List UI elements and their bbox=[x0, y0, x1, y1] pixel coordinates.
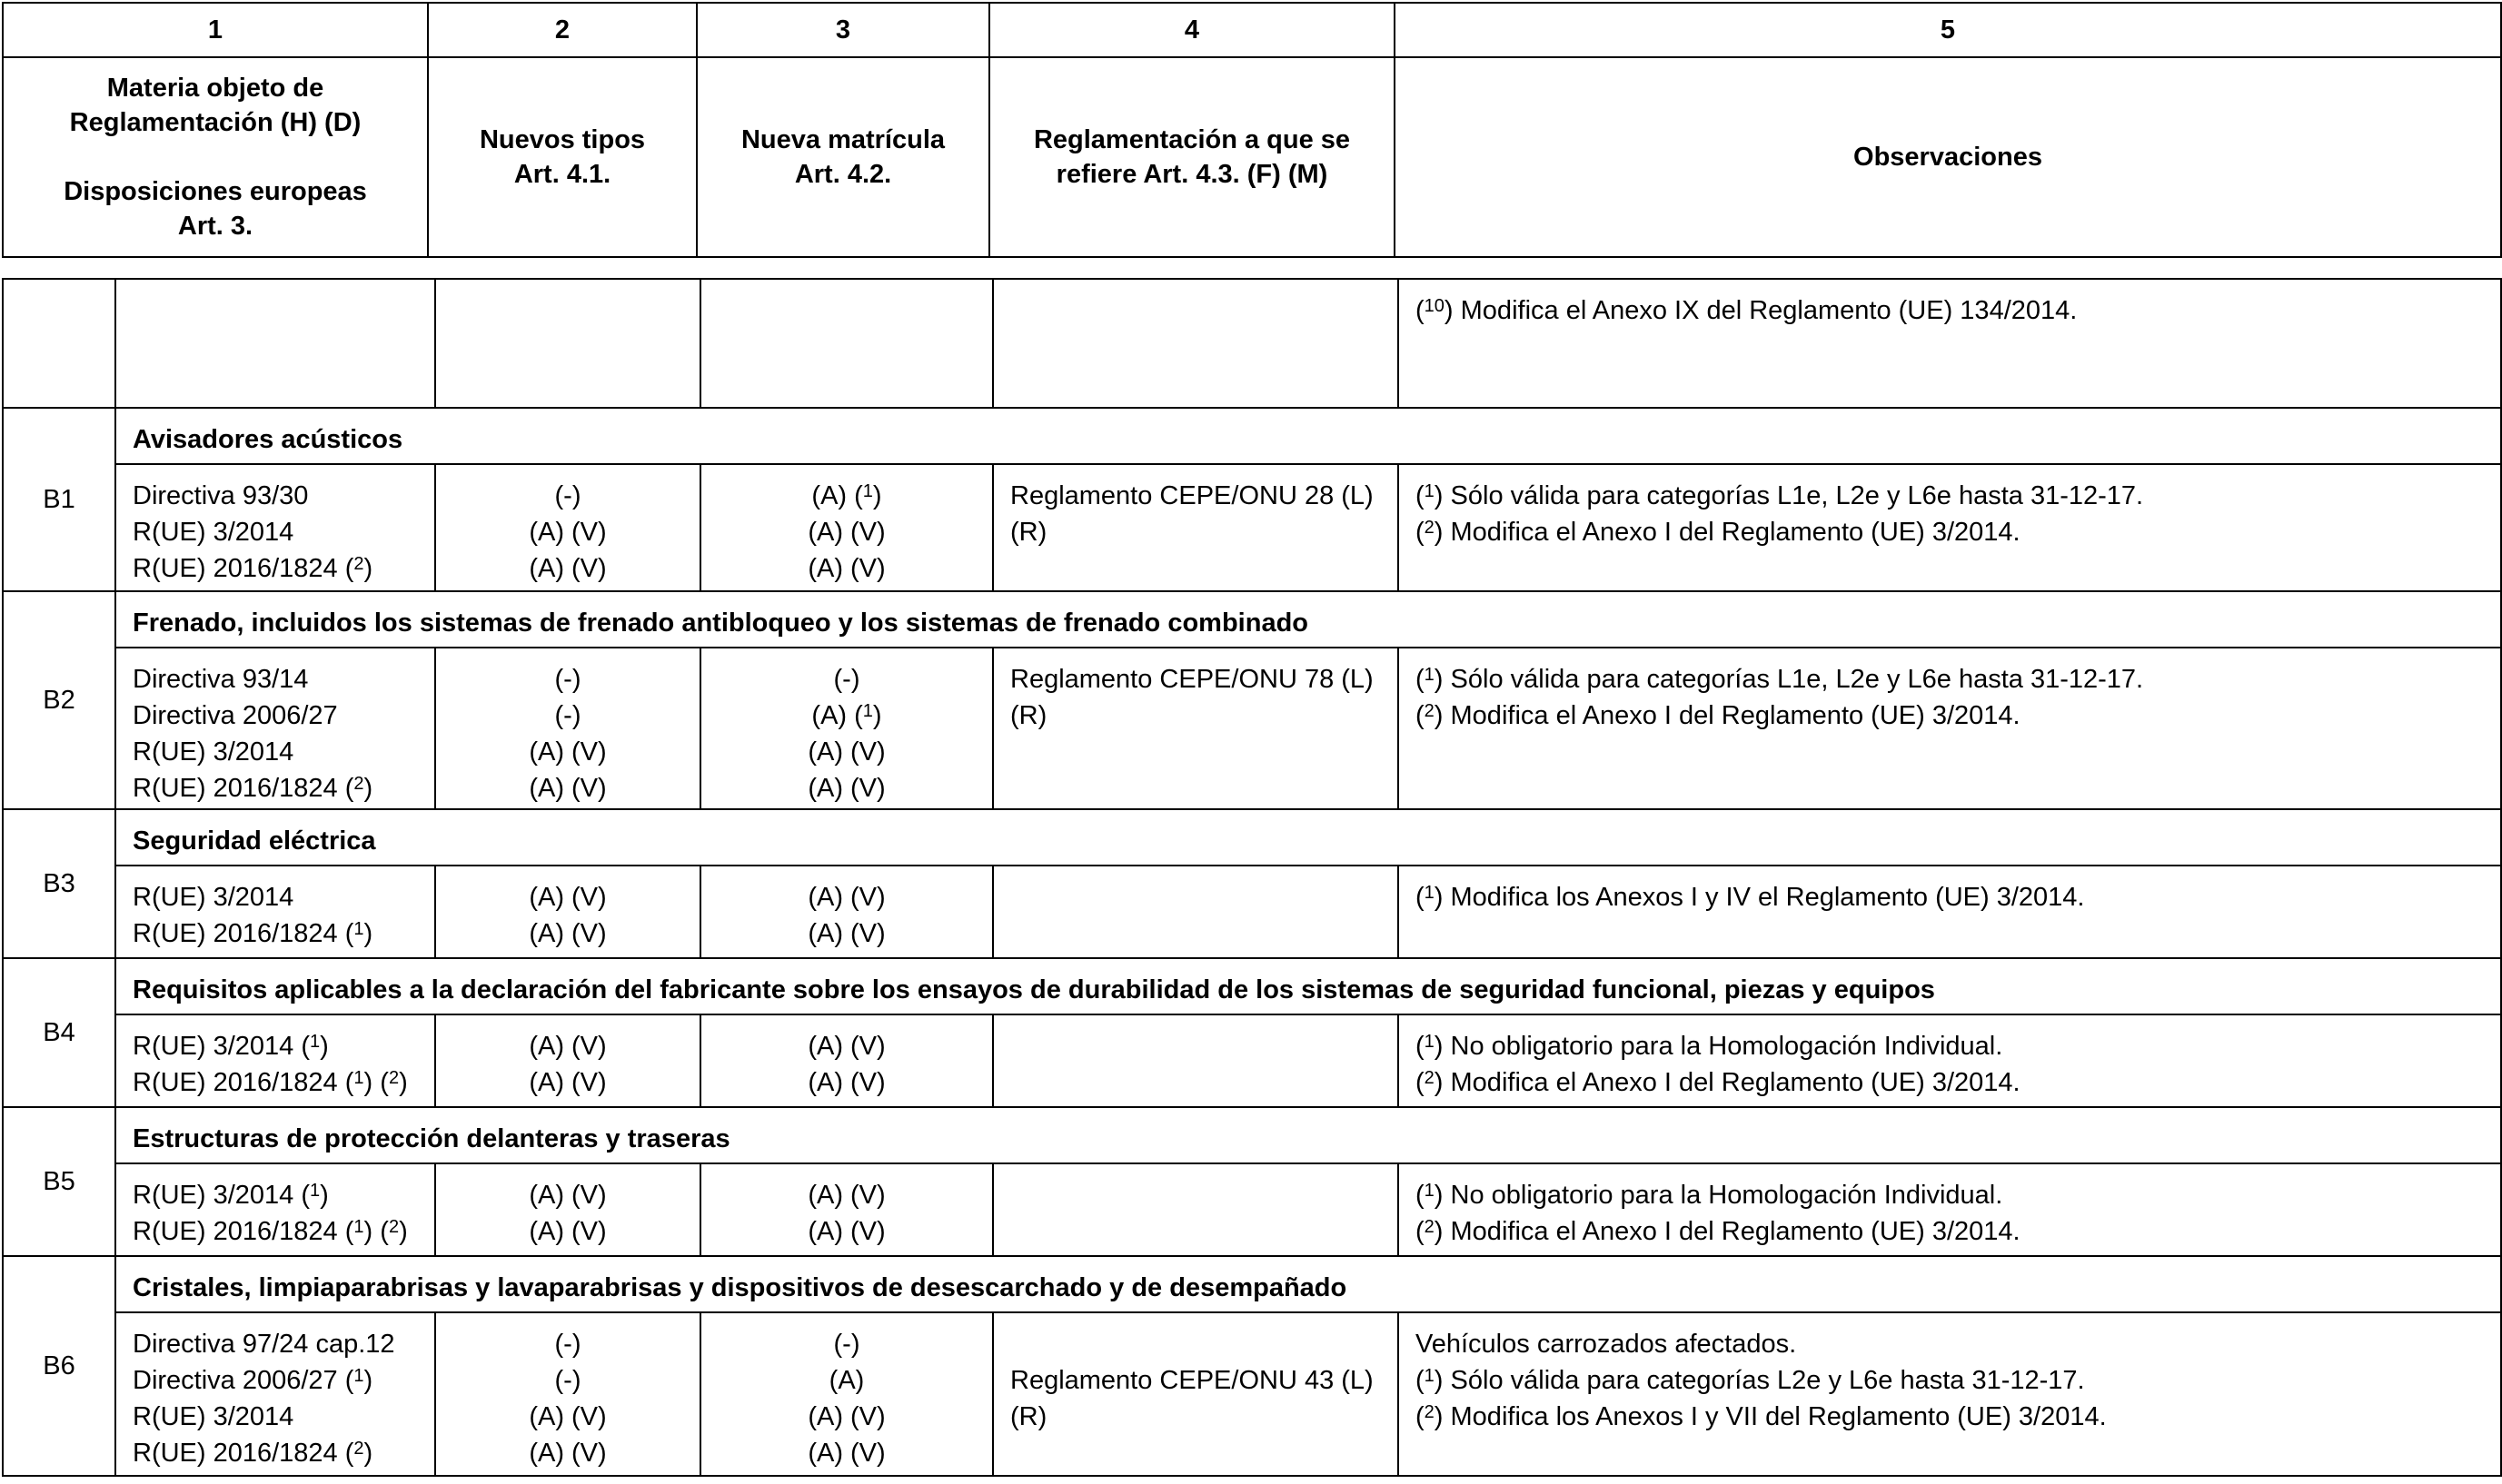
regulation-text: R(UE) 3/2014 bbox=[133, 518, 294, 547]
footnote-marker: 2 bbox=[1424, 701, 1435, 721]
title-line: Reglamentación (H) (D) bbox=[69, 108, 362, 137]
reglamentacion-cell bbox=[993, 648, 1398, 809]
nuevos-tipos-value: (A) (V) bbox=[529, 1032, 607, 1061]
observation-text: No obligatorio para la Homologación Individual. bbox=[1443, 1181, 2003, 1210]
regulation-text: Directiva 93/30 bbox=[133, 481, 309, 510]
observation-cell bbox=[1398, 279, 2501, 408]
nueva-matricula-value bbox=[701, 879, 992, 915]
observation-line bbox=[1415, 1064, 2500, 1101]
column-title-materia bbox=[3, 57, 428, 257]
regulation-text: Directiva 2006/27 bbox=[133, 1366, 345, 1395]
footnote-ref: ($^2$) bbox=[1415, 518, 1444, 547]
footnote-marker: 1 bbox=[310, 1181, 321, 1201]
section-code: B5 bbox=[3, 1107, 115, 1256]
column-number: 3 bbox=[697, 3, 989, 57]
footnote-marker: 2 bbox=[1424, 1217, 1435, 1237]
footnote-marker: 2 bbox=[1424, 1402, 1435, 1422]
section-content-row bbox=[3, 464, 2501, 591]
nueva-matricula-text: (-) bbox=[833, 1330, 860, 1359]
regulation-cell bbox=[115, 464, 435, 591]
section-title-row bbox=[3, 1107, 2501, 1163]
regulation-text: R(UE) 2016/1824 bbox=[133, 554, 345, 583]
footnote-ref: ($^1$) bbox=[301, 1181, 329, 1210]
nueva-matricula-value bbox=[701, 1177, 992, 1213]
section-code: B6 bbox=[3, 1256, 115, 1476]
observation-cell bbox=[1398, 1163, 2501, 1256]
regulation-text: R(UE) 2016/1824 bbox=[133, 1068, 345, 1097]
regulation-table bbox=[2, 278, 2502, 1477]
title-line: Art. 3. bbox=[177, 212, 253, 241]
nuevos-tipos-value: (A) (V) bbox=[529, 737, 607, 767]
nueva-matricula-text: (A) (V) bbox=[808, 1402, 886, 1431]
nueva-matricula-text: (A) bbox=[829, 1366, 865, 1395]
nueva-matricula-text: (A) (V) bbox=[808, 518, 886, 547]
observation-line bbox=[1415, 879, 2500, 915]
footnote-ref: ($^1$) bbox=[344, 1068, 373, 1097]
nueva-matricula-cell bbox=[700, 866, 993, 958]
regulation-cell bbox=[115, 866, 435, 958]
footnote-ref: ($^2$) bbox=[380, 1068, 408, 1097]
regulation-line bbox=[133, 661, 434, 697]
regulation-text: R(UE) 2016/1824 bbox=[133, 1217, 345, 1246]
nueva-matricula-value bbox=[701, 1064, 992, 1101]
reglamentacion-cell bbox=[993, 1312, 1398, 1476]
nueva-matricula-text: (A) (V) bbox=[808, 1217, 886, 1246]
nueva-matricula-text: (A) (V) bbox=[808, 554, 886, 583]
section-title: Cristales, limpiaparabrisas y lavaparabrisas y dispositivos de desescarchado y de desempañado bbox=[115, 1256, 2501, 1312]
footnote-marker: 2 bbox=[353, 774, 364, 794]
footnote-marker: 2 bbox=[1424, 1068, 1435, 1088]
nueva-matricula-text: (A) (V) bbox=[808, 774, 886, 803]
nueva-matricula-value bbox=[701, 770, 992, 806]
observation-line bbox=[1415, 1399, 2500, 1435]
observation-cell bbox=[1398, 1014, 2501, 1107]
observation-cell bbox=[1398, 1312, 2501, 1476]
footnote-marker: 2 bbox=[388, 1217, 400, 1237]
nueva-matricula-value bbox=[701, 478, 992, 514]
section-content-row bbox=[3, 1312, 2501, 1476]
title-line: Art. 4.1. bbox=[513, 160, 611, 189]
regulation-line bbox=[133, 550, 434, 587]
regulation-line bbox=[133, 697, 434, 734]
nuevos-tipos-cell bbox=[435, 1312, 700, 1476]
nueva-matricula-text: (A) (V) bbox=[808, 737, 886, 767]
section-title-row bbox=[3, 1256, 2501, 1312]
section-title-row bbox=[3, 958, 2501, 1014]
footnote-marker: 2 bbox=[388, 1068, 400, 1088]
column-title-nueva-matricula bbox=[697, 57, 989, 257]
title-line: Disposiciones europeas bbox=[64, 177, 367, 206]
observation-line bbox=[1415, 1362, 2500, 1399]
regulation-line bbox=[133, 1399, 434, 1435]
nueva-matricula-text: (A) (V) bbox=[808, 1439, 886, 1468]
nuevos-tipos-value: (A) (V) bbox=[529, 1068, 607, 1097]
reglamentacion-cell bbox=[993, 464, 1398, 591]
observation-line bbox=[1415, 1177, 2500, 1213]
title-line: Materia objeto de bbox=[106, 74, 324, 103]
column-title-nuevos-tipos bbox=[428, 57, 697, 257]
nueva-matricula-text: (A) bbox=[811, 481, 855, 510]
regulation-line bbox=[133, 1435, 434, 1471]
footnote-marker: 2 bbox=[1424, 518, 1435, 538]
nueva-matricula-cell bbox=[700, 464, 993, 591]
nuevos-tipos-value: (-) bbox=[554, 701, 581, 730]
nueva-matricula-text: (A) (V) bbox=[808, 1032, 886, 1061]
regulation-line bbox=[133, 1064, 434, 1101]
reglamentacion-line: (R) bbox=[1010, 1402, 1047, 1431]
footnote-ref: ($^2$) bbox=[1415, 1068, 1444, 1097]
reglamentacion-line: Reglamento CEPE/ONU 28 (L) bbox=[1010, 481, 1374, 510]
reglamentacion-cell bbox=[993, 1014, 1398, 1107]
observation-text: Sólo válida para categorías L1e, L2e y L6e hasta 31-12-17. bbox=[1443, 481, 2144, 510]
regulation-text: R(UE) 3/2014 bbox=[133, 737, 294, 767]
observation-line bbox=[1415, 1326, 2500, 1362]
section-title-row bbox=[3, 591, 2501, 648]
observation-text: Vehículos carrozados afectados. bbox=[1415, 1330, 1797, 1359]
nuevos-tipos-value: (A) (V) bbox=[529, 518, 607, 547]
column-title-observaciones bbox=[1395, 57, 2501, 257]
observation-line bbox=[1415, 697, 2500, 734]
section-code: B1 bbox=[3, 408, 115, 591]
section-content-row bbox=[3, 648, 2501, 809]
footnote-marker: 2 bbox=[353, 554, 364, 574]
nueva-matricula-value bbox=[701, 1399, 992, 1435]
footnote-ref: ($^2$) bbox=[344, 774, 373, 803]
nueva-matricula-value bbox=[701, 1213, 992, 1250]
footnote-marker: 1 bbox=[1424, 1181, 1435, 1201]
regulation-cell bbox=[115, 1014, 435, 1107]
observation-line bbox=[1415, 1213, 2500, 1250]
section-title-row bbox=[3, 809, 2501, 866]
observation-cell bbox=[1398, 464, 2501, 591]
nueva-matricula-text: (A) bbox=[811, 701, 855, 730]
footnote-marker: 1 bbox=[1424, 1366, 1435, 1386]
footnote-marker: 1 bbox=[862, 701, 873, 721]
section-content-row bbox=[3, 866, 2501, 958]
regulation-line bbox=[133, 1362, 434, 1399]
nuevos-tipos-value: (A) (V) bbox=[529, 774, 607, 803]
regulation-line bbox=[133, 1028, 434, 1064]
footnote-marker: 1 bbox=[1424, 883, 1435, 903]
regulation-text: R(UE) 3/2014 bbox=[133, 1402, 294, 1431]
nueva-matricula-value bbox=[701, 661, 992, 697]
regulation-line bbox=[133, 734, 434, 770]
footnote-marker: 1 bbox=[353, 1068, 364, 1088]
footnote-ref: ($^1$) bbox=[854, 481, 882, 510]
observation-text: Modifica el Anexo I del Reglamento (UE) 3/2014. bbox=[1443, 701, 2020, 730]
nueva-matricula-cell bbox=[700, 648, 993, 809]
nueva-matricula-text: (A) (V) bbox=[808, 1181, 886, 1210]
title-line: Nuevos tipos bbox=[479, 125, 646, 154]
footnote-ref: ($^1$) bbox=[344, 919, 373, 948]
nuevos-tipos-value: (-) bbox=[554, 1366, 581, 1395]
observation-text: No obligatorio para la Homologación Individual. bbox=[1443, 1032, 2003, 1061]
nuevos-tipos-value: (A) (V) bbox=[529, 1402, 607, 1431]
nueva-matricula-text: (A) (V) bbox=[808, 919, 886, 948]
observation-cell bbox=[1398, 648, 2501, 809]
regulation-text: Directiva 97/24 cap.12 bbox=[133, 1330, 395, 1359]
footnote-ref: ($^1$) bbox=[854, 701, 882, 730]
nuevos-tipos-value: (A) (V) bbox=[529, 1181, 607, 1210]
observation-text: Modifica el Anexo I del Reglamento (UE) 3/2014. bbox=[1443, 518, 2020, 547]
column-number: 4 bbox=[989, 3, 1395, 57]
nueva-matricula-value bbox=[701, 1326, 992, 1362]
regulation-cell bbox=[115, 1163, 435, 1256]
footnote-ref: ($^2$) bbox=[380, 1217, 408, 1246]
nuevos-tipos-cell bbox=[435, 866, 700, 958]
reglamentacion-cell bbox=[993, 1163, 1398, 1256]
nueva-matricula-value bbox=[701, 734, 992, 770]
nuevos-tipos-cell bbox=[435, 1163, 700, 1256]
footnote-marker: 1 bbox=[353, 919, 364, 939]
nuevos-tipos-value: (A) (V) bbox=[529, 554, 607, 583]
observation-line bbox=[1415, 1028, 2500, 1064]
nueva-matricula-value bbox=[701, 514, 992, 550]
section-title: Avisadores acústicos bbox=[115, 408, 2501, 464]
section-content-row bbox=[3, 1014, 2501, 1107]
regulation-text: Directiva 2006/27 bbox=[133, 701, 338, 730]
footnote-marker: 1 bbox=[353, 1366, 364, 1386]
footnote-ref: ($^1$) bbox=[1415, 1032, 1444, 1061]
title-line bbox=[4, 140, 427, 174]
regulation-line bbox=[133, 514, 434, 550]
section-code: B4 bbox=[3, 958, 115, 1107]
column-number: 2 bbox=[428, 3, 697, 57]
nueva-matricula-value bbox=[701, 550, 992, 587]
regulation-line bbox=[133, 478, 434, 514]
column-number-row bbox=[3, 3, 2501, 57]
column-header-table bbox=[2, 2, 2502, 258]
column-title-reglamentacion bbox=[989, 57, 1395, 257]
observation-text: Modifica el Anexo I del Reglamento (UE) 3/2014. bbox=[1443, 1217, 2020, 1246]
title-line: Reglamentación a que se bbox=[1033, 125, 1351, 154]
reglamentacion-cell bbox=[993, 866, 1398, 958]
reglamentacion-line: Reglamento CEPE/ONU 43 (L) bbox=[1010, 1366, 1374, 1395]
footnote-ref: ($^1$) bbox=[301, 1032, 329, 1061]
title-line: Art. 4.2. bbox=[794, 160, 892, 189]
regulation-line bbox=[133, 915, 434, 952]
observation-text: Modifica los Anexos I y VII del Reglamento (UE) 3/2014. bbox=[1443, 1402, 2107, 1431]
nuevos-tipos-value: (A) (V) bbox=[529, 919, 607, 948]
observation-text: Sólo válida para categorías L1e, L2e y L6e hasta 31-12-17. bbox=[1443, 665, 2144, 694]
regulation-cell bbox=[115, 1312, 435, 1476]
regulation-line bbox=[133, 1326, 434, 1362]
nueva-matricula-cell bbox=[700, 1163, 993, 1256]
regulation-table-body bbox=[3, 279, 2501, 1476]
section-title: Requisitos aplicables a la declaración del fabricante sobre los ensayos de durabilidad de los sistemas de seguridad funcional, piezas y equipos bbox=[115, 958, 2501, 1014]
observation-text: Sólo válida para categorías L2e y L6e hasta 31-12-17. bbox=[1443, 1366, 2085, 1395]
nueva-matricula-value bbox=[701, 1435, 992, 1471]
footnote-ref: ($^1$) bbox=[1415, 481, 1444, 510]
nuevos-tipos-value: (-) bbox=[554, 665, 581, 694]
observation-cell bbox=[1398, 866, 2501, 958]
regulation-text: R(UE) 2016/1824 bbox=[133, 774, 345, 803]
nuevos-tipos-value: (A) (V) bbox=[529, 1439, 607, 1468]
regulation-text: R(UE) 3/2014 bbox=[133, 1032, 302, 1061]
regulation-line bbox=[133, 1213, 434, 1250]
footnote-ref: ($^1$) bbox=[1415, 665, 1444, 694]
observation-line bbox=[1415, 661, 2500, 697]
nuevos-tipos-value: (-) bbox=[554, 1330, 581, 1359]
title-line: Observaciones bbox=[1853, 143, 2042, 172]
regulation-text: R(UE) 2016/1824 bbox=[133, 1439, 345, 1468]
nuevos-tipos-cell bbox=[435, 1014, 700, 1107]
nueva-matricula-value bbox=[701, 915, 992, 952]
observation-line bbox=[1415, 478, 2500, 514]
footnote-ref: ($^2$) bbox=[1415, 701, 1444, 730]
footnote-ref: ($^1$) bbox=[1415, 1366, 1444, 1395]
footnote-marker: 1 bbox=[1424, 481, 1435, 501]
footnote-marker: 10 bbox=[1424, 296, 1445, 316]
footnote-ref: ($^2$) bbox=[344, 554, 373, 583]
nuevos-tipos-cell bbox=[435, 464, 700, 591]
section-title: Seguridad eléctrica bbox=[115, 809, 2501, 866]
reglamentacion-line bbox=[1010, 1326, 1381, 1362]
footnote-marker: 1 bbox=[310, 1032, 321, 1052]
section-title: Frenado, incluidos los sistemas de frenado antibloqueo y los sistemas de frenado combinado bbox=[115, 591, 2501, 648]
observation-line: ($^{10}$) Modifica el Anexo IX del Reglamento (UE) 134/2014. bbox=[1415, 296, 2078, 325]
nuevos-tipos-cell bbox=[435, 648, 700, 809]
column-number: 5 bbox=[1395, 3, 2501, 57]
footnote-marker: 1 bbox=[353, 1217, 364, 1237]
regulation-text: R(UE) 3/2014 bbox=[133, 1181, 302, 1210]
section-content-row bbox=[3, 1163, 2501, 1256]
footnote-marker: 1 bbox=[1424, 665, 1435, 685]
regulation-cell bbox=[115, 648, 435, 809]
nueva-matricula-text: (A) (V) bbox=[808, 883, 886, 912]
observation-line bbox=[1415, 514, 2500, 550]
nueva-matricula-value bbox=[701, 1362, 992, 1399]
section-title: Estructuras de protección delanteras y traseras bbox=[115, 1107, 2501, 1163]
footnote-ref: ($^2$) bbox=[1415, 1402, 1444, 1431]
section-code: B3 bbox=[3, 809, 115, 958]
continuation-row bbox=[3, 279, 2501, 408]
column-number: 1 bbox=[3, 3, 428, 57]
regulation-line bbox=[133, 770, 434, 806]
footnote-ref: ($^1$) bbox=[1415, 883, 1444, 912]
footnote-ref: ($^2$) bbox=[1415, 1217, 1444, 1246]
nuevos-tipos-value: (A) (V) bbox=[529, 1217, 607, 1246]
footnote-ref: ($^1$) bbox=[1415, 1181, 1444, 1210]
regulation-line bbox=[133, 1177, 434, 1213]
nueva-matricula-value bbox=[701, 1028, 992, 1064]
title-line: refiere Art. 4.3. (F) (M) bbox=[1056, 160, 1328, 189]
reglamentacion-line: (R) bbox=[1010, 518, 1047, 547]
section-code: B2 bbox=[3, 591, 115, 809]
footnote-marker: 1 bbox=[862, 481, 873, 501]
reglamentacion-line: Reglamento CEPE/ONU 78 (L) bbox=[1010, 665, 1374, 694]
footnote-ref: ($^2$) bbox=[344, 1439, 373, 1468]
footnote-marker: 2 bbox=[353, 1439, 364, 1459]
footnote-ref: ($^1$) bbox=[344, 1217, 373, 1246]
regulation-line bbox=[133, 879, 434, 915]
regulation-text: R(UE) 3/2014 bbox=[133, 883, 294, 912]
regulation-text: R(UE) 2016/1824 bbox=[133, 919, 345, 948]
observation-text: Modifica los Anexos I y IV el Reglamento (UE) 3/2014. bbox=[1443, 883, 2085, 912]
reglamentacion-line: (R) bbox=[1010, 701, 1047, 730]
column-title-row bbox=[3, 57, 2501, 257]
nueva-matricula-cell bbox=[700, 1014, 993, 1107]
nuevos-tipos-value: (-) bbox=[554, 481, 581, 510]
footnote-ref: ($^1$) bbox=[344, 1366, 373, 1395]
nuevos-tipos-value: (A) (V) bbox=[529, 883, 607, 912]
nueva-matricula-text: (-) bbox=[833, 665, 860, 694]
nueva-matricula-text: (A) (V) bbox=[808, 1068, 886, 1097]
nueva-matricula-cell bbox=[700, 1312, 993, 1476]
footnote-marker: 1 bbox=[1424, 1032, 1435, 1052]
title-line: Nueva matrícula bbox=[740, 125, 946, 154]
section-title-row bbox=[3, 408, 2501, 464]
nueva-matricula-value bbox=[701, 697, 992, 734]
observation-text: Modifica el Anexo I del Reglamento (UE) 3/2014. bbox=[1443, 1068, 2020, 1097]
regulation-text: Directiva 93/14 bbox=[133, 665, 309, 694]
